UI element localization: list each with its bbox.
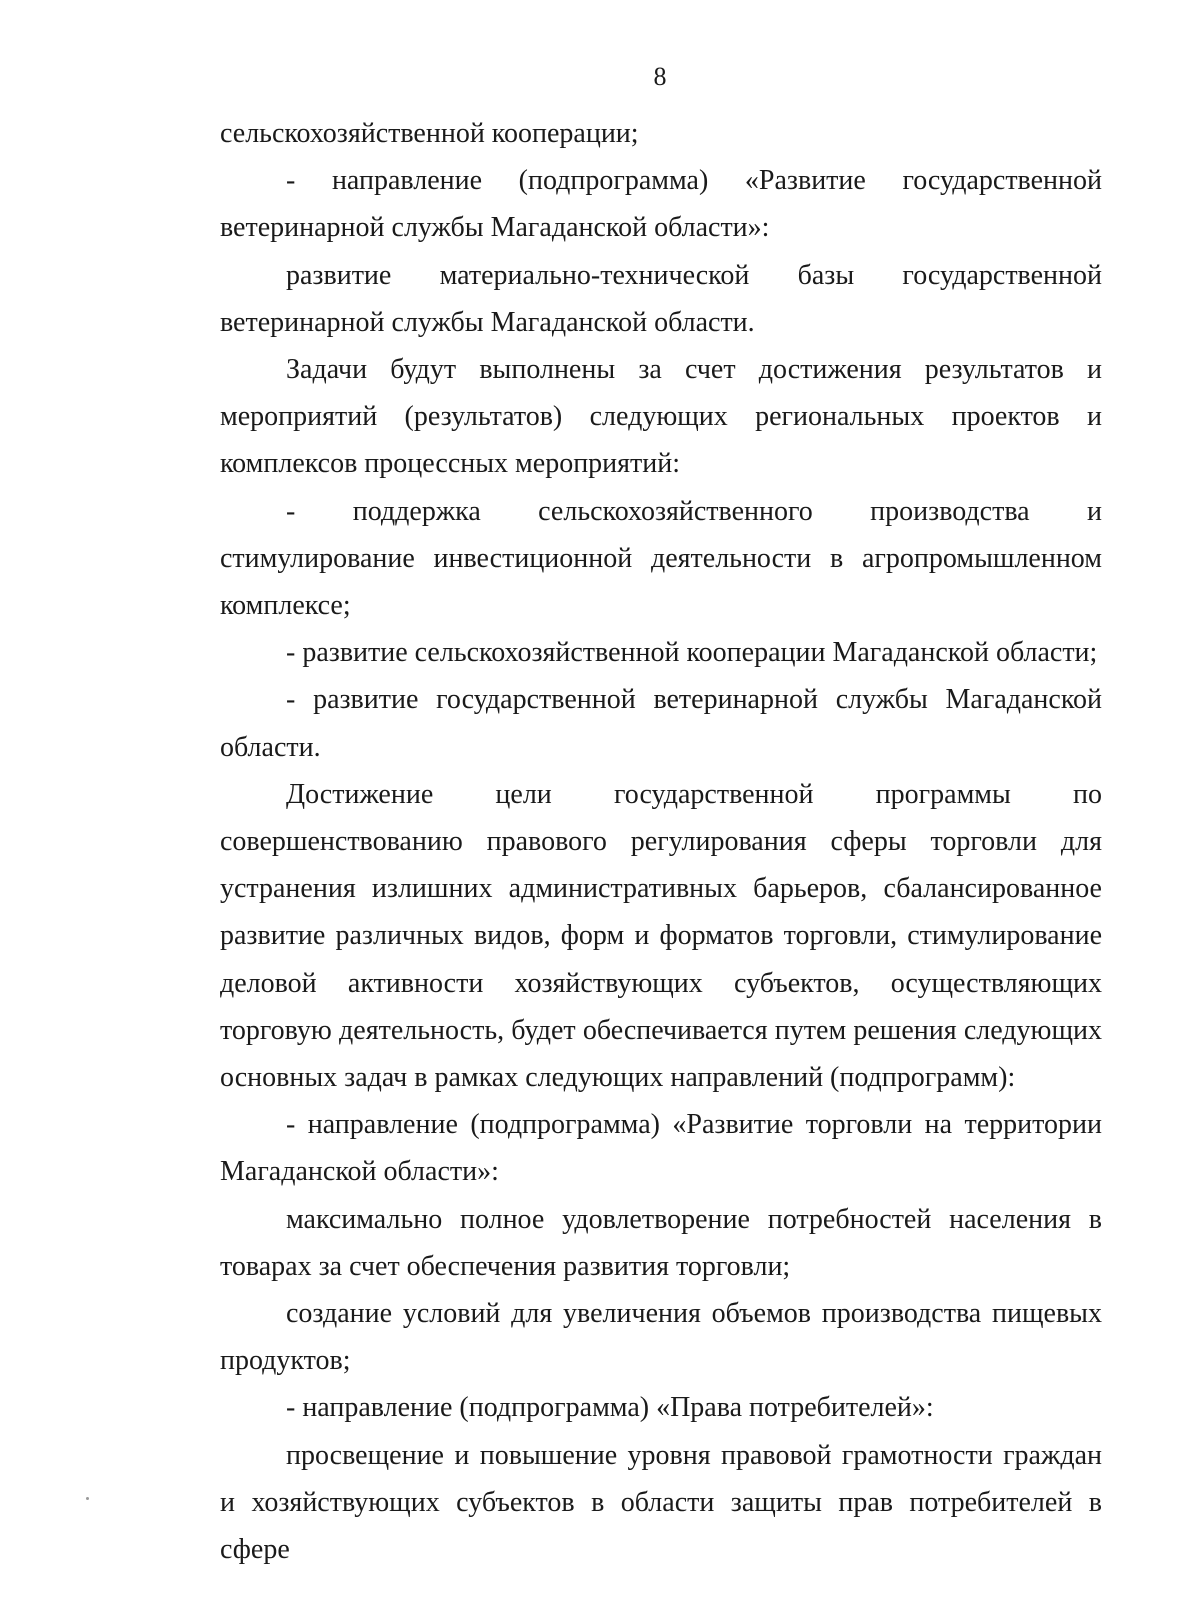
paragraph: - поддержка сельскохозяйственного производства и стимулирование инвестиционной деятельности в агропромышленном комплексе; (220, 495, 1102, 622)
paragraph: - направление (подпрограмма) «Развитие торговли на территории Магаданской области»: (220, 1109, 1102, 1188)
paragraph: сельскохозяйственной кооперации; (220, 118, 639, 149)
paragraph: - направление (подпрограмма) «Развитие государственной ветеринарной службы Магаданской области»: (220, 165, 1102, 244)
paragraph: создание условий для увеличения объемов производства пищевых продуктов; (220, 1298, 1102, 1377)
paragraph: просвещение и повышение уровня правовой грамотности граждан и хозяйствующих субъектов в области защиты прав потребителей в сфере (220, 1439, 1102, 1566)
paragraph: максимально полное удовлетворение потребностей населения в товарах за счет обеспечения развития торговли; (220, 1203, 1102, 1282)
paragraph: Задачи будут выполнены за счет достижения результатов и мероприятий (результатов) следующих региональных проектов и комплексов процессных мероприятий: (220, 354, 1102, 480)
paragraph: развитие материально-технической базы государственной ветеринарной службы Магаданской области. (220, 259, 1102, 338)
page-number: 8 (653, 62, 667, 91)
paragraph: Достижение цели государственной программы по совершенствованию правового регулирования сферы торговли для устранения излишних административных барьеров, сбалансированное развитие различных видов, форм и форматов торговли, стимулирование деловой активности хозяйствующих субъектов, осуществляющих торговую деятельность, будет обеспечивается путем решения следующих основных задач в рамках следующих направлений (подпрограмм): (220, 778, 1102, 1094)
document-body (220, 110, 1102, 1573)
paragraph: - развитие государственной ветеринарной службы Магаданской области. (220, 684, 1102, 763)
paragraph: - направление (подпрограмма) «Права потребителей»: (286, 1392, 934, 1424)
scan-speck (86, 1497, 89, 1500)
paragraph: - развитие сельскохозяйственной кооперации Магаданской области; (286, 637, 1098, 669)
